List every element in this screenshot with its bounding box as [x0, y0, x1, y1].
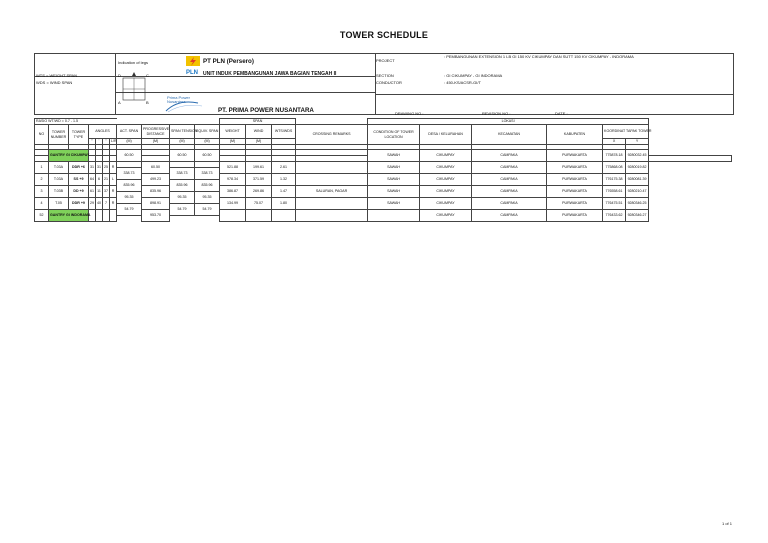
section-value: : GI CIKUMPAY - GI INDORAMA — [444, 73, 503, 78]
row-no: 2 — [35, 174, 49, 186]
row-tower-number: T.03A — [49, 162, 69, 174]
row-x: 776475.51 — [603, 198, 626, 210]
unit-m: (M) — [142, 139, 170, 145]
row-angle-deg: 29 — [89, 198, 96, 210]
span-group-header: SPAN — [220, 119, 296, 125]
row-angle-min: 6 — [96, 174, 103, 186]
row-no: 52 — [35, 210, 49, 222]
row-no: 4 — [35, 198, 49, 210]
span-cell: 835.96 — [195, 180, 220, 192]
row-y: 9280210.47 — [626, 186, 649, 198]
row-progressive: 60.50 — [142, 162, 170, 174]
start-gantry: GANTRY GI CIKUMPAY — [49, 150, 89, 162]
row-progressive: 835.96 — [142, 186, 170, 198]
lokasi-group-header: LOKASI — [368, 119, 649, 125]
span-cell: 60.50 — [195, 150, 220, 162]
span-cell: 338.73 — [170, 168, 195, 180]
span-cell: 835.96 — [170, 180, 195, 192]
row-kecamatan: CAMPAKA — [472, 186, 547, 198]
table-row — [35, 150, 732, 156]
row-y: 9280346.25 — [626, 198, 649, 210]
row-desa: CIKUMPAY — [420, 162, 472, 174]
row-desa: CIKUMPAY — [420, 186, 472, 198]
row-kabupaten: PURWAKARTA — [547, 186, 603, 198]
col-kabupaten: KABUPATEN — [547, 125, 603, 145]
row-angle-sec: 37 — [103, 186, 110, 198]
row-desa: CIKUMPAY — [420, 198, 472, 210]
row-crossing — [296, 174, 368, 186]
col-progressive: PROGRESSIVE DISTANCE — [142, 125, 170, 139]
row-weight: 386.87 — [220, 186, 246, 198]
x-cell: 775878.18 — [603, 150, 626, 162]
row-angle-lr: R — [110, 162, 117, 174]
span-cell: 54.79 — [170, 204, 195, 216]
col-koordinat: KOORDINAT TAPAK TOWER — [603, 125, 649, 139]
kecamatan-cell: CAMPAKA — [472, 150, 547, 162]
row-x: 776558.61 — [603, 186, 626, 198]
row-tower-number: T.03B — [49, 186, 69, 198]
span-cell: 54.79 — [195, 204, 220, 216]
row-angle-deg: 64 — [89, 174, 96, 186]
project-label: PROJECT — [376, 58, 395, 63]
row-angle-min: 40 — [96, 198, 103, 210]
row-x: 776433.62 — [603, 210, 626, 222]
row-progressive: 499.23 — [142, 174, 170, 186]
col-crossing: CROSSING REMARKS — [296, 125, 368, 145]
row-y: 9280081.39 — [626, 174, 649, 186]
row-angle-sec: 21 — [103, 174, 110, 186]
col-desa: DESA / KELURAHAN — [420, 125, 472, 145]
row-tower-type: DDR +6 — [69, 162, 89, 174]
leg-a-label: A — [118, 100, 121, 105]
row-x: 776175.38 — [603, 174, 626, 186]
row-no: 1 — [35, 162, 49, 174]
contractor-name: PT. PRIMA POWER NUSANTARA — [218, 107, 314, 114]
row-weight: 134.99 — [220, 198, 246, 210]
row-y: 9280346.27 — [626, 210, 649, 222]
ppn-logo-text: Prima Power Nusantara — [167, 95, 190, 105]
row-kabupaten: PURWAKARTA — [547, 162, 603, 174]
span-cell: 338.73 — [117, 168, 142, 180]
col-weight: WEIGHT — [220, 125, 246, 139]
row-condition: SAWAH — [368, 198, 420, 210]
row-condition: SAWAH — [368, 186, 420, 198]
row-kecamatan: CAMPAKA — [472, 162, 547, 174]
row-wind: 371.59 — [246, 174, 272, 186]
wts-legend: WTS = WEIGHT SPAN — [36, 73, 78, 78]
angle-unit-sec: " — [103, 139, 110, 145]
row-tower-number: T.05 — [49, 198, 69, 210]
row-angle-min: 11 — [96, 186, 103, 198]
col-y: Y — [626, 139, 649, 145]
span-cell: 95.35 — [195, 192, 220, 204]
row-kabupaten: PURWAKARTA — [547, 174, 603, 186]
unit-m: (M) — [170, 139, 195, 145]
kabupaten-cell: PURWAKARTA — [547, 150, 603, 162]
row-condition: SAWAH — [368, 162, 420, 174]
angle-unit-deg: ° — [89, 139, 96, 145]
row-weight: 978.34 — [220, 174, 246, 186]
section-label: SECTION — [376, 73, 394, 78]
row-crossing: SALURAN, PAGAR — [296, 186, 368, 198]
span-cell: 338.73 — [195, 168, 220, 180]
unit-m: (M) — [220, 139, 246, 145]
condition-cell: SAWAH — [368, 150, 420, 162]
span-cell: 54.79 — [117, 204, 142, 216]
company-name: PT PLN (Persero) — [203, 58, 254, 65]
row-tower-type: DDR +9 — [69, 198, 89, 210]
end-gantry: GANTRY GI INDORAMA — [49, 210, 89, 222]
col-tower-number: TOWER NUMBER — [49, 125, 69, 145]
desa-cell: CIKUMPAY — [420, 150, 472, 162]
row-angle-min: 31 — [96, 162, 103, 174]
row-desa: CIKUMPAY — [420, 174, 472, 186]
row-crossing — [296, 162, 368, 174]
row-wind: 75.07 — [246, 198, 272, 210]
row-y: 9280019.82 — [626, 162, 649, 174]
row-angle-sec: 25 — [103, 162, 110, 174]
page-title: TOWER SCHEDULE — [339, 30, 429, 40]
unit-m: (M) — [195, 139, 220, 145]
row-angle-lr: L — [110, 174, 117, 186]
leg-b-label: B — [146, 100, 149, 105]
row-tower-type: SS +9 — [69, 174, 89, 186]
row-wts: 1.80 — [272, 198, 296, 210]
col-tower-type: TOWER TYPE — [69, 125, 89, 145]
leg-d-label: D — [118, 73, 121, 78]
row-angle-deg: 61 — [89, 186, 96, 198]
row-progressive: 953.70 — [142, 210, 170, 222]
col-wind: WIND — [246, 125, 272, 139]
row-wind: 199.61 — [246, 162, 272, 174]
y-cell: 9280032.45 — [626, 150, 649, 162]
drawing-label: DRAWING NO : — [395, 111, 424, 116]
row-angle-sec: 7 — [103, 198, 110, 210]
row-angle-lr: R — [110, 198, 117, 210]
col-no: NO — [35, 125, 49, 145]
row-weight: 521.88 — [220, 162, 246, 174]
row-kecamatan: CAMPAKA — [472, 174, 547, 186]
angle-unit-lr: L/R — [111, 139, 117, 144]
date-label: DATE : — [555, 111, 568, 116]
row-wts: 2.61 — [272, 162, 296, 174]
wds-legend: WDS = WIND SPAN — [36, 80, 73, 85]
tower-schedule-table — [34, 118, 732, 244]
col-condition: CONDITION OF TOWER LOCATION — [368, 125, 420, 145]
span-cell: 60.50 — [170, 150, 195, 162]
span-cell: 835.96 — [117, 180, 142, 192]
row-kabupaten: PURWAKARTA — [547, 210, 603, 222]
row-angle-deg: 31 — [89, 162, 96, 174]
row-no: 3 — [35, 186, 49, 198]
revision-label: REVISION NO : — [482, 111, 511, 116]
row-kabupaten: PURWAKARTA — [547, 198, 603, 210]
conductor-label: CONDUCTOR — [376, 80, 402, 85]
row-tower-type: DD +9 — [69, 186, 89, 198]
unit-m: (M) — [117, 139, 142, 145]
row-crossing — [296, 198, 368, 210]
row-tower-number: T.03A — [49, 174, 69, 186]
row-wind: 269.86 — [246, 186, 272, 198]
span-cell: 95.35 — [117, 192, 142, 204]
pln-logo-text: PLN — [186, 70, 198, 76]
unit-m: (M) — [246, 139, 272, 145]
row-angle-lr: R — [110, 186, 117, 198]
col-span-tension: SPAN TENSION — [170, 125, 195, 139]
row-desa: CIKUMPAY — [420, 210, 472, 222]
page-number: 1 of 1 — [721, 521, 732, 526]
span-cell: 95.35 — [170, 192, 195, 204]
angle-unit-min: ' — [96, 139, 103, 145]
row-wts: 1.47 — [272, 186, 296, 198]
row-wts: 1.32 — [272, 174, 296, 186]
row-progressive: 898.91 — [142, 198, 170, 210]
conductor-value: : 450-KS/ACSR-GI/T — [444, 80, 481, 85]
col-equiv-span: EQUIV. SPAN — [195, 125, 220, 139]
col-wts-wds: WTS/WDS — [272, 125, 296, 139]
col-angles: ANGLES — [89, 125, 117, 139]
col-act-span: ACT. SPAN — [117, 125, 142, 139]
row-x: 775868.08 — [603, 162, 626, 174]
ratio-label: RASIO WT/WD = 0.7 - 1.5 — [35, 119, 117, 125]
row-condition: SAWAH — [368, 174, 420, 186]
col-kecamatan: KECAMATAN — [472, 125, 547, 145]
span-cell: 60.50 — [117, 150, 142, 162]
row-kecamatan: CAMPAKA — [472, 198, 547, 210]
unit-name: UNIT INDUK PEMBANGUNAN JAWA BAGIAN TENGAH II — [203, 71, 337, 77]
project-value: : PEMBANGUNAN EXTENSION 1 LB GI 150 KV CIKUMPAY DAN SUTT 150 KV CIKUMPAY - INDORAMA — [444, 54, 634, 59]
leg-c-label: C — [146, 73, 149, 78]
col-x: X — [603, 139, 626, 145]
row-kecamatan: CAMPAKA — [472, 210, 547, 222]
indication-label: Indication of legs — [118, 60, 149, 65]
